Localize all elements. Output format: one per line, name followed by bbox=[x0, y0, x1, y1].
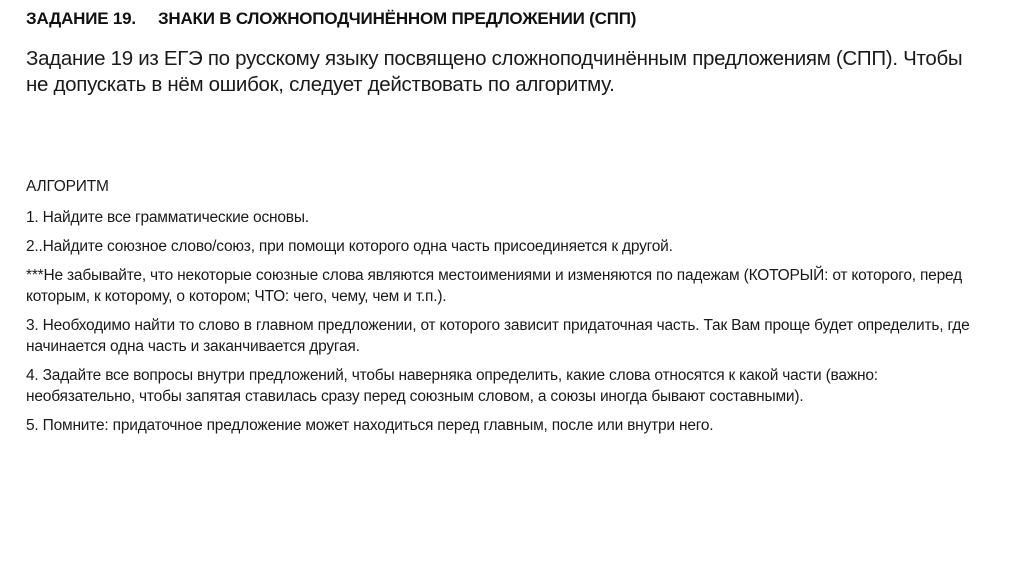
algorithm-step: 4. Задайте все вопросы внутри предложений, чтобы наверняка определить, какие слова относятся к какой части (важно: необязательно, чтобы запятая ставилась сразу перед союзным словом, а союзы иногда бывают составными). bbox=[26, 367, 878, 405]
algorithm-step: 1. Найдите все грамматические основы. bbox=[26, 209, 309, 226]
algorithm-step: 3. Необходимо найти то слово в главном предложении, от которого зависит придаточная часть. Так Вам проще будет определить, где начинается одна часть и заканчивается другая. bbox=[26, 317, 970, 355]
algorithm-note: ***Не забывайте, что некоторые союзные слова являются местоимениями и изменяются по падежам (КОТОРЫЙ: от которого, перед которым, к которому, о котором; ЧТО: чего, чему, чем и т.п.). bbox=[26, 267, 962, 305]
algorithm-heading: АЛГОРИТМ bbox=[26, 178, 109, 195]
algorithm-step: 2..Найдите союзное слово/союз, при помощи которого одна часть присоединяется к другой. bbox=[26, 238, 673, 255]
algorithm-section bbox=[26, 176, 986, 444]
intro-paragraph: Задание 19 из ЕГЭ по русскому языку посвящено сложноподчинённым предложениям (СПП). Чтобы не допускать в нём ошибок, следует действовать по алгоритму. bbox=[26, 47, 963, 96]
algorithm-step: 5. Помните: придаточное предложение может находиться перед главным, после или внутри него. bbox=[26, 417, 714, 434]
title-number: ЗАДАНИЕ 19. bbox=[26, 9, 136, 28]
slide-title bbox=[26, 9, 636, 29]
title-text: ЗНАКИ В СЛОЖНОПОДЧИНЁННОМ ПРЕДЛОЖЕНИИ (СПП) bbox=[157, 9, 637, 28]
